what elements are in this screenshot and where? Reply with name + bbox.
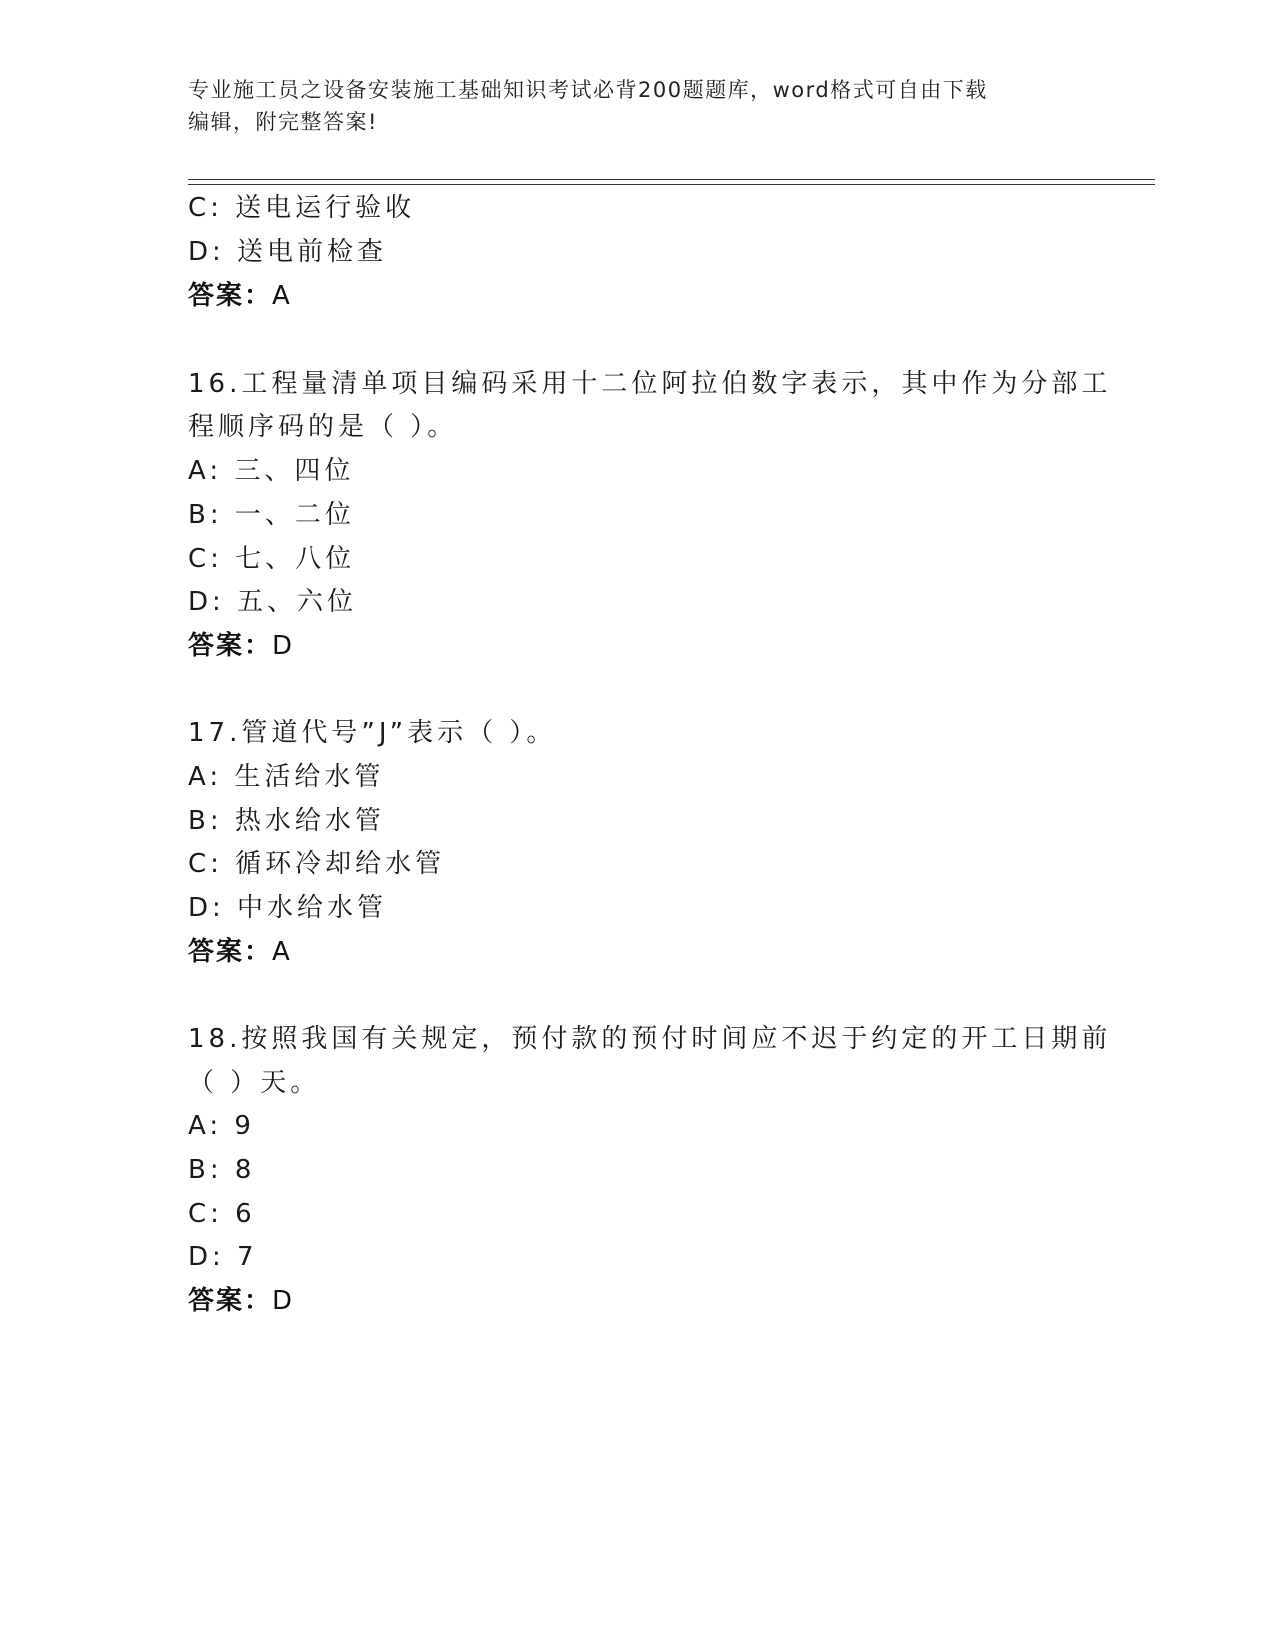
q18-option-d: D: 7 xyxy=(188,1242,258,1272)
q17-option-b: B: 热水给水管 xyxy=(188,806,385,836)
q18-stem-line-2: （ ）天。 xyxy=(188,1068,321,1098)
q15-option-c: C: 送电运行验收 xyxy=(188,193,416,223)
q16-stem-line-2: 程顺序码的是（ ）。 xyxy=(188,412,458,442)
q17-option-a: A: 生活给水管 xyxy=(188,762,385,792)
q18-answer-label: 答案： xyxy=(188,1286,273,1316)
q18-answer-value: D xyxy=(272,1286,295,1316)
q17-answer xyxy=(188,936,292,968)
q16-answer-label: 答案： xyxy=(188,631,273,661)
q17-answer-label: 答案： xyxy=(188,937,273,967)
q17-option-c: C: 循环冷却给水管 xyxy=(188,849,446,879)
document-header xyxy=(188,74,1088,138)
q18-option-a: A: 9 xyxy=(188,1111,255,1141)
header-title-line-2: 编辑，附完整答案! xyxy=(188,110,378,134)
q16-option-d: D: 五、六位 xyxy=(188,587,358,617)
header-title-line-1: 专业施工员之设备安装施工基础知识考试必背200题题库，word格式可自由下载 xyxy=(188,78,988,102)
q16-answer xyxy=(188,630,294,662)
header-divider-top xyxy=(188,179,1155,180)
q16-option-a: A: 三、四位 xyxy=(188,456,355,486)
q15-answer-value: A xyxy=(272,281,292,311)
q18-option-b: B: 8 xyxy=(188,1155,256,1185)
q16-option-b: B: 一、二位 xyxy=(188,500,355,530)
q15-option-d: D: 送电前检查 xyxy=(188,237,388,267)
q17-stem-line-1: 17.管道代号”J”表示（ ）。 xyxy=(188,718,557,748)
q17-answer-value: A xyxy=(272,937,292,967)
q18-stem-line-1: 18.按照我国有关规定，预付款的预付时间应不迟于约定的开工日期前 xyxy=(188,1024,1112,1054)
q16-answer-value: D xyxy=(272,631,295,661)
q18-option-c: C: 6 xyxy=(188,1199,256,1229)
q15-answer-label: 答案： xyxy=(188,281,273,311)
q18-answer xyxy=(188,1285,294,1317)
q15-answer xyxy=(188,280,292,312)
q16-stem-line-1: 16.工程量清单项目编码采用十二位阿拉伯数字表示，其中作为分部工 xyxy=(188,369,1112,399)
q17-option-d: D: 中水给水管 xyxy=(188,893,388,923)
q16-option-c: C: 七、八位 xyxy=(188,544,356,574)
header-divider-bottom xyxy=(188,184,1155,185)
